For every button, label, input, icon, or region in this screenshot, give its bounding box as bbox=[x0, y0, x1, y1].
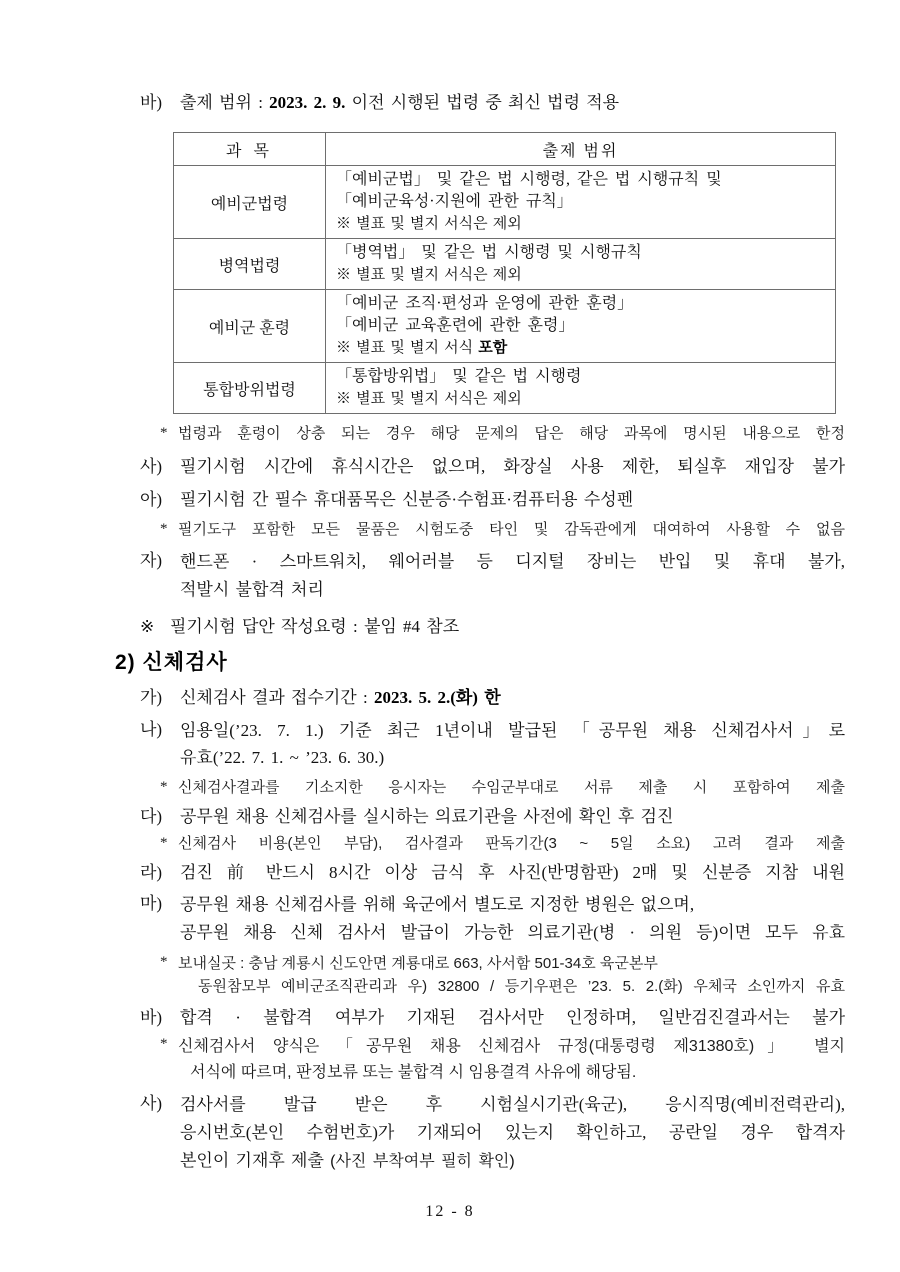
scope-line: 「병역법」 및 같은 법 시행령 및 시행규칙 bbox=[336, 244, 642, 261]
subject-cell: 예비군법령 bbox=[174, 166, 326, 239]
item-line: 적발시 불합격 처리 bbox=[180, 580, 324, 599]
footnote-text bbox=[178, 952, 845, 998]
item-text bbox=[180, 717, 845, 771]
table-row bbox=[174, 239, 836, 290]
item-line: 유효(’22. 7. 1. ~ ’23. 6. 30.) bbox=[180, 748, 385, 767]
item-label: 사) bbox=[140, 457, 163, 476]
scope-cell bbox=[326, 363, 836, 414]
item-text-post: 이전 시행된 법령 중 최신 법령 적용 bbox=[345, 93, 620, 112]
table-footnote bbox=[160, 423, 845, 444]
item-label: 라) bbox=[140, 863, 163, 882]
item-label: 바) bbox=[140, 93, 163, 112]
item-line bbox=[180, 1147, 845, 1176]
footnote-line: 서식에 따르며, 판정보류 또는 불합격 시 임용결격 사유에 해당됨. bbox=[190, 1064, 637, 1081]
footnote-line: 보내실곳 : 충남 계룡시 신도안면 계룡대로 663, 사서함 501-34호 육군본부 bbox=[178, 955, 658, 972]
scope-cell bbox=[326, 166, 836, 239]
item-exam-scope bbox=[140, 90, 845, 116]
footnote-text: 필기도구 포함한 모든 물품은 시험도중 타인 및 감독관에게 대여하여 사용할 수 없음 bbox=[178, 521, 845, 538]
subject-cell: 병역법령 bbox=[174, 239, 326, 290]
item-check-clinic bbox=[140, 804, 845, 830]
table-row bbox=[174, 290, 836, 363]
subject-cell: 예비군 훈령 bbox=[174, 290, 326, 363]
table-header-subject: 과 목 bbox=[174, 133, 326, 166]
scope-note-pre: ※ 별표 및 별지 서식 bbox=[336, 339, 479, 356]
asterisk: * bbox=[160, 954, 168, 970]
item-label: 다) bbox=[140, 807, 163, 826]
item-text bbox=[180, 548, 845, 604]
footnote-submit-with-docs bbox=[160, 777, 845, 798]
scope-line: 「예비군법」 및 같은 법 시행령, 같은 법 시행규칙 및 bbox=[336, 171, 722, 188]
section-heading-physical-exam: 2) 신체검사 bbox=[115, 651, 228, 674]
scope-line: 「통합방위법」 및 같은 법 시행령 bbox=[336, 368, 582, 385]
footnote-exam-cost bbox=[160, 833, 845, 854]
scope-cell bbox=[326, 239, 836, 290]
item-line: 핸드폰 · 스마트워치, 웨어러블 등 디지털 장비는 반입 및 휴대 불가, bbox=[180, 552, 845, 571]
item-text: 필기시험 답안 작성요령 : 붙임 #4 참조 bbox=[170, 617, 460, 636]
item-text: 공무원 채용 신체검사를 실시하는 의료기관을 사전에 확인 후 검진 bbox=[180, 807, 674, 826]
page-number: 12 - 8 bbox=[425, 1203, 475, 1220]
asterisk: * bbox=[160, 1036, 168, 1052]
footnote-text: 법령과 훈령이 상충 되는 경우 해당 문제의 답은 해당 과목에 명시된 내용으로 한정 bbox=[178, 425, 845, 442]
footnote-writing-tools bbox=[160, 519, 845, 540]
item-text: 합격 · 불합격 여부가 기재된 검사서만 인정하며, 일반검진결과서는 불가 bbox=[180, 1008, 845, 1027]
item-no-break bbox=[140, 454, 845, 480]
item-line: 공무원 채용 신체검사를 위해 육군에서 별도로 지정한 병원은 없으며, bbox=[180, 895, 695, 914]
exam-scope-table bbox=[173, 132, 836, 414]
item-line-paren: (사진 부착여부 필히 확인) bbox=[330, 1153, 515, 1170]
table-header-scope: 출제 범위 bbox=[326, 133, 836, 166]
item-text bbox=[180, 90, 845, 116]
item-label: 사) bbox=[140, 1094, 163, 1113]
reference-mark: ※ bbox=[140, 617, 155, 636]
item-line-pre: 본인이 기재후 제출 bbox=[180, 1151, 331, 1170]
scope-line: 「예비군 조직·편성과 운영에 관한 훈령」 bbox=[336, 295, 634, 312]
item-text-pre: 출제 범위 : bbox=[180, 93, 270, 112]
item-label: 나) bbox=[140, 720, 163, 739]
item-text: 검진 前 반드시 8시간 이상 금식 후 사진(반명함판) 2매 및 신분증 지참 내원 bbox=[180, 863, 845, 882]
scope-note: ※ 별표 및 별지 서식은 제외 bbox=[336, 390, 522, 407]
subject-cell: 통합방위법령 bbox=[174, 363, 326, 414]
table-header-row bbox=[174, 133, 836, 166]
asterisk: * bbox=[160, 835, 168, 851]
footnote-text: 신체검사 비용(본인 부담), 검사결과 판독기간(3 ~ 5일 소요) 고려 결과 제출 bbox=[178, 835, 845, 852]
item-text bbox=[180, 1091, 845, 1176]
item-label: 아) bbox=[140, 490, 163, 509]
item-text: 필기시험 시간에 휴식시간은 없으며, 화장실 사용 제한, 퇴실후 재입장 불가 bbox=[180, 457, 845, 476]
footnote-text bbox=[178, 1034, 845, 1086]
item-text: 필기시험 간 필수 휴대품목은 신분증·수험표·컴퓨터용 수성펜 bbox=[180, 490, 634, 509]
item-line: 응시번호(본인 수험번호)가 기재되어 있는지 확인하고, 공란일 경우 합격자 bbox=[180, 1123, 845, 1142]
item-line: 공무원 채용 신체 검사서 발급이 가능한 의료기관(병 · 의원 등)이면 모두 유효 bbox=[180, 923, 845, 942]
scope-line: 「예비군 교육훈련에 관한 훈령」 bbox=[336, 317, 575, 334]
item-no-designated-hospital bbox=[140, 891, 845, 947]
item-answer-guide-ref bbox=[140, 614, 845, 640]
table-row bbox=[174, 166, 836, 239]
bold-date: 2023. 5. 2.(화) 한 bbox=[373, 688, 501, 707]
asterisk: * bbox=[160, 779, 168, 795]
scope-note: ※ 별표 및 별지 서식은 제외 bbox=[336, 215, 522, 232]
scope-note: ※ 별표 및 별지 서식은 제외 bbox=[336, 266, 522, 283]
item-digital-devices bbox=[140, 548, 845, 604]
footnote-mailing-address bbox=[160, 952, 845, 998]
item-line: 검사서를 발급 받은 후 시험실시기관(육군), 응시직명(예비전력관리), bbox=[180, 1095, 845, 1114]
bold-date: 2023. 2. 9. bbox=[269, 93, 346, 112]
footnote-line: 신체검사서 양식은 「공무원 채용 신체검사 규정(대통령령 제31380호)」 별지 bbox=[178, 1038, 845, 1055]
table-row bbox=[174, 363, 836, 414]
item-label: 마) bbox=[140, 894, 163, 913]
item-text bbox=[180, 684, 845, 711]
scope-line: 「예비군육성·지원에 관한 규칙」 bbox=[336, 193, 573, 210]
item-validity-period bbox=[140, 717, 845, 771]
item-label: 가) bbox=[140, 688, 163, 707]
footnote-text: 신체검사결과를 기소지한 응시자는 수임군부대로 서류 제출 시 포함하여 제출 bbox=[178, 779, 845, 796]
item-label: 자) bbox=[140, 551, 163, 570]
item-pass-fail-required bbox=[140, 1005, 845, 1031]
item-label: 바) bbox=[140, 1008, 163, 1027]
item-text-pre: 신체검사 결과 접수기간 : bbox=[180, 688, 374, 707]
scope-cell bbox=[326, 290, 836, 363]
footnote-exam-form bbox=[160, 1034, 845, 1086]
asterisk: * bbox=[160, 425, 168, 441]
item-required-items bbox=[140, 487, 845, 513]
scope-note-bold: 포함 bbox=[478, 339, 508, 356]
asterisk: * bbox=[160, 521, 168, 537]
item-verify-exam-sheet bbox=[140, 1091, 845, 1176]
scope-note bbox=[336, 337, 827, 359]
item-fasting bbox=[140, 860, 845, 886]
item-result-deadline bbox=[140, 684, 845, 711]
item-text bbox=[180, 891, 845, 947]
footnote-line: 동원참모부 예비군조직관리과 우) 32800 / 등기우편은 ’23. 5. 2.(화) 우체국 소인까지 유효 bbox=[198, 978, 845, 995]
item-line: 임용일(’23. 7. 1.) 기준 최근 1년이내 발급된 「공무원 채용 신체검사서」로 bbox=[180, 721, 845, 740]
